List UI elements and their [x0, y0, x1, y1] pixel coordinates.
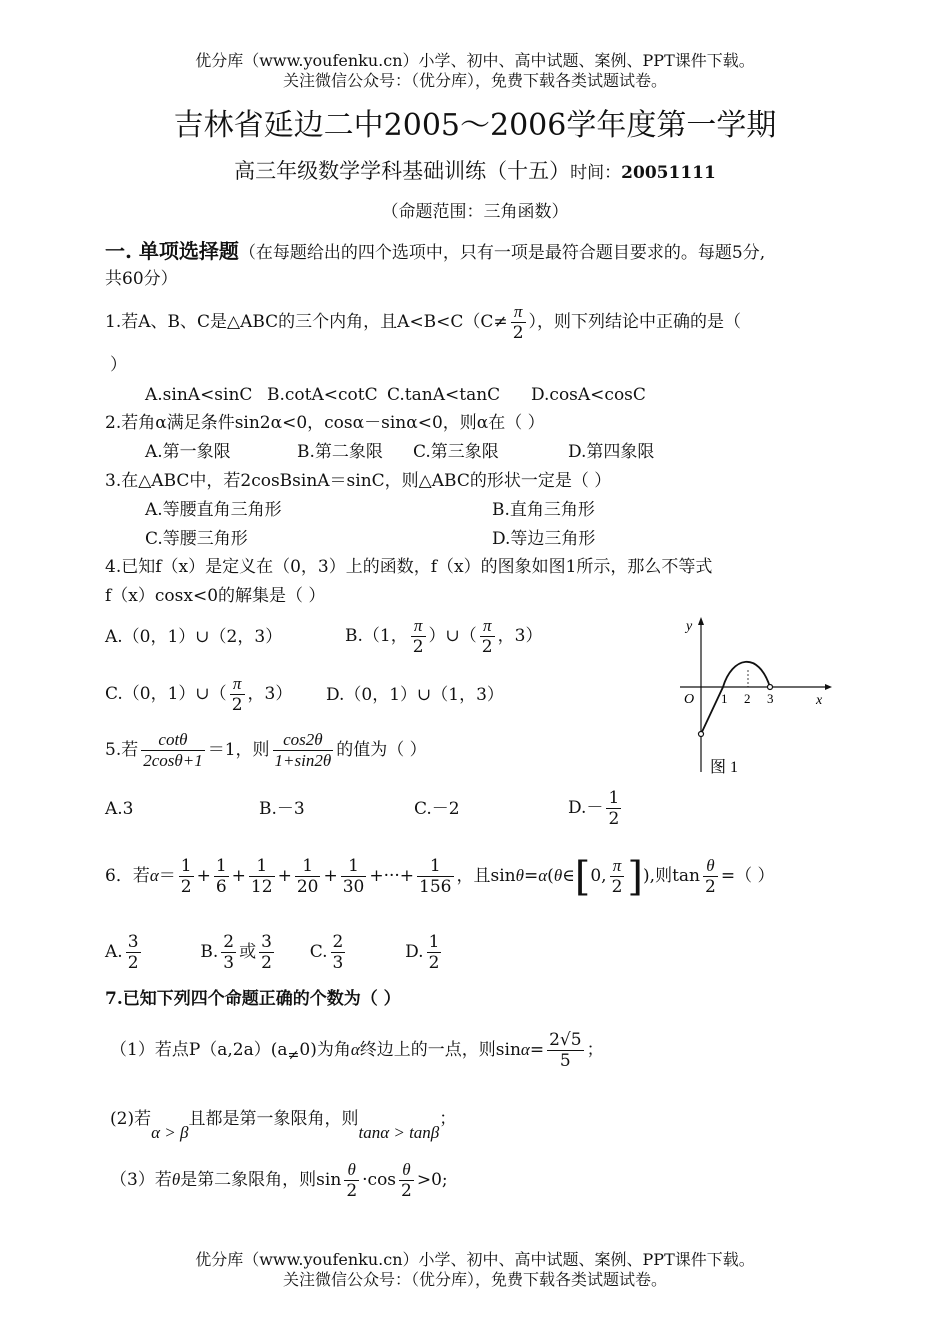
q5-frac2: [273, 730, 334, 771]
q6-paren: (: [547, 866, 554, 886]
q5-frac1-den: 2cosθ+1: [143, 751, 203, 770]
q7-p3-dot: ·cos: [362, 1170, 397, 1190]
q7-p2-res: tanα > tanβ: [358, 1123, 440, 1142]
q6-plus-4: +: [323, 866, 338, 886]
q6-d-num: 1: [428, 932, 440, 952]
q5-stem: [105, 730, 427, 771]
q7-p1-num: 2√5: [549, 1030, 582, 1050]
function-curve: [701, 662, 770, 734]
open-endpoint-right: [768, 685, 773, 690]
q6-b-den2: 2: [261, 953, 272, 973]
q2-option-a: A.第一象限: [145, 442, 231, 462]
q3-option-b: B.直角三角形: [492, 500, 595, 520]
q7-p1-a: （1）若点P（a,2a）(a: [110, 1040, 288, 1060]
q4-stem-1: 4.已知f（x）是定义在（0，3）上的函数，f（x）的图象如图1所示，那么不等式: [105, 557, 713, 577]
q4-c-2: ，3）: [247, 684, 293, 704]
q7-p3-frac1: [344, 1160, 359, 1201]
q1-option-d: D.cosA<cosC: [531, 385, 646, 405]
q1-frac-num: π: [511, 302, 526, 323]
section-note: （在每题给出的四个选项中，只有一项是最符合题目要求的。每题5分,: [238, 243, 766, 263]
q6-plus-1: +: [196, 866, 211, 886]
q4-b-frac1-num: π: [411, 616, 426, 637]
q6-dots: +···+: [369, 866, 415, 886]
q6-interval-den: 2: [611, 877, 623, 897]
q6-interval-frac: [610, 856, 625, 897]
y-axis-label: y: [686, 619, 693, 634]
q4-c-frac: [230, 674, 245, 715]
q6-frac-1-num: 1: [180, 856, 192, 876]
q2-option-c: C.第三象限: [413, 442, 499, 462]
q7-p3-frac2: [399, 1160, 414, 1201]
q6-d-frac: [427, 932, 442, 973]
q6-frac-4-num: 1: [295, 856, 321, 877]
q6-options: [105, 932, 444, 973]
q6-c-num: 2: [332, 932, 344, 952]
q6-a-label: A.: [105, 942, 123, 962]
q4-b-2: ）∪（: [428, 626, 477, 646]
time-label: 时间：: [570, 163, 622, 183]
q7-proposition-2: [110, 1108, 457, 1142]
q6-interval-num: π: [610, 856, 625, 877]
q1-option-c: C.tanA<tanC: [387, 385, 501, 405]
q5-frac2-den: 1+sin2θ: [274, 751, 332, 770]
q4-b-frac2-num: π: [480, 616, 495, 637]
q7-p1-alpha2: α: [520, 1040, 530, 1059]
q7-p1-b: 0)为角: [299, 1040, 351, 1060]
section-heading: [105, 240, 765, 264]
q6-frac-4: [295, 856, 321, 897]
subtitle-text: 高三年级数学学科基础训练（十五）: [234, 159, 571, 183]
q6-plus-3: +: [277, 866, 292, 886]
q5-option-a: A.3: [105, 799, 134, 819]
q6-theta-in: θ∈: [553, 866, 575, 885]
q6-stem: [105, 853, 775, 900]
tick-label-1: 1: [721, 691, 728, 706]
q4-b-1: B.（1，: [345, 626, 408, 646]
x-axis-arrow-icon: [825, 684, 832, 690]
q5-d-num: 1: [608, 788, 620, 808]
q3-stem: 3.在△ABC中，若2cosBsinA＝sinC，则△ABC的形状一定是（ ）: [105, 471, 612, 491]
q4-c-1: C.（0，1）∪（: [105, 684, 227, 704]
q1-frac-den: 2: [512, 323, 524, 343]
q6-frac-4-den: 20: [296, 877, 319, 897]
x-axis-label: x: [816, 693, 823, 708]
q7-p2-end: ；: [439, 1109, 457, 1129]
q4-c-frac-num: π: [230, 674, 245, 695]
q7-p3-a: （3）若: [110, 1170, 172, 1190]
time-value: 20051111: [621, 163, 716, 183]
q4-option-b: [345, 616, 542, 657]
q6-c-label: C.: [309, 942, 328, 962]
q7-p3-end: >0;: [416, 1170, 448, 1190]
q6-frac-2: [214, 856, 229, 897]
q6-frac-last-den: 156: [419, 877, 452, 897]
q1-text-b: ），则下列结论中正确的是（: [528, 312, 742, 332]
q4-b-3: ，3）: [497, 626, 543, 646]
open-endpoint-left: [699, 732, 704, 737]
y-axis-arrow-icon: [698, 617, 704, 625]
q7-p3-theta: θ: [171, 1170, 181, 1189]
q3-option-c: C.等腰三角形: [145, 529, 248, 549]
q6-plus-2: +: [231, 866, 246, 886]
footer-line-2: 关注微信公众号：（优分库），免费下载各类试题试卷。: [282, 1270, 667, 1289]
q4-option-d: D.（0，1）∪（1，3）: [326, 685, 504, 705]
q7-proposition-3: [110, 1160, 448, 1201]
q4-b-frac2: [480, 616, 495, 657]
q7-p1-frac: [547, 1030, 583, 1071]
q6-alpha2: α: [538, 866, 548, 885]
q6-tan: tan: [672, 866, 700, 886]
q7-p2-b: 且都是第一象限角，则: [188, 1109, 359, 1129]
q6-frac-3-num: 1: [249, 856, 275, 877]
q5-d-den: 2: [608, 809, 620, 829]
q6-a-frac: [126, 932, 141, 973]
q5-prefix: 5.若: [105, 740, 139, 760]
q6-b-num2: 3: [261, 932, 272, 952]
q5-mid: ＝1，则: [207, 740, 270, 760]
q6-a-den: 2: [127, 953, 139, 973]
tick-label-3: 3: [767, 691, 774, 706]
q5-frac1-num: cotθ: [141, 730, 204, 751]
q6-theta: θ: [515, 866, 524, 885]
q6-frac-last-num: 1: [417, 856, 453, 877]
q5-frac1: [141, 730, 204, 771]
q5-d-frac: [606, 788, 621, 829]
q6-tan-den: 2: [705, 877, 716, 897]
q6-b-den1: 3: [223, 953, 235, 973]
q1-option-a: A.sinA<sinC: [145, 385, 253, 405]
q1-stem: [105, 302, 741, 343]
q6-frac-5-num: 1: [341, 856, 367, 877]
q6-tan-num: θ: [703, 856, 718, 877]
q5-option-d: [568, 788, 624, 829]
q7-p3-num2: θ: [399, 1160, 414, 1181]
q1-option-b: B.cotA<cotC: [267, 385, 378, 405]
q7-proposition-1: [110, 1030, 604, 1071]
figure-caption: 图 1: [710, 759, 739, 776]
q2-stem: 2.若角α满足条件sin2α<0，cosα－sinα<0，则α在（ ）: [105, 413, 545, 433]
section-title: 一. 单项选择题: [105, 239, 239, 263]
q5-d-prefix: D.－: [568, 798, 604, 818]
topic-scope: （命题范围：三角函数）: [381, 202, 569, 222]
q4-option-a: A.（0，1）∪（2，3）: [105, 627, 283, 647]
q6-frac-1-den: 2: [180, 877, 192, 897]
q6-frac-3-den: 12: [250, 877, 273, 897]
q6-frac-last: [417, 856, 453, 897]
q6-alpha: α: [149, 866, 159, 885]
q5-option-c: C.－2: [414, 799, 460, 819]
q6-eq2: =: [523, 866, 539, 886]
q6-b-num1: 2: [223, 932, 235, 952]
q7-p1-end: ；: [586, 1040, 604, 1060]
q4-option-c: [105, 674, 292, 715]
q7-p3-den1: 2: [346, 1181, 358, 1201]
q4-b-frac1: [411, 616, 426, 657]
header-line-1: 优分库（www.youfenku.cn）小学、初中、高中试题、案例、PPT课件下载。: [195, 51, 755, 70]
q6-b-frac2: [259, 932, 274, 973]
q6-b-frac1: [221, 932, 236, 973]
q6-d-label: D.: [405, 942, 424, 962]
section-note-2: 共60分）: [105, 269, 178, 289]
q7-stem: 7.已知下列四个命题正确的个数为（ ）: [105, 989, 401, 1009]
q4-function-graph: [670, 612, 840, 782]
q6-frac-5: [341, 856, 367, 897]
q6-eq: ＝: [158, 866, 176, 886]
q6-a-num: 3: [127, 932, 139, 952]
q7-p2-cond: α > β: [151, 1123, 189, 1142]
q2-option-d: D.第四象限: [568, 442, 655, 462]
q4-stem-2: f（x）cosx<0的解集是（ ）: [105, 586, 326, 606]
q6-frac-1: [179, 856, 194, 897]
q6-b-label: B.: [200, 942, 219, 962]
q6-mid: ，且sin: [456, 866, 516, 886]
q2-option-b: B.第二象限: [297, 442, 383, 462]
q3-option-d: D.等边三角形: [492, 529, 596, 549]
q6-answer: =（ ）: [720, 866, 775, 886]
q7-p1-den: 5: [559, 1051, 571, 1071]
q7-p2-a: (2)若: [110, 1109, 152, 1129]
q7-p3-den2: 2: [401, 1181, 412, 1201]
q6-d-den: 2: [428, 953, 440, 973]
q7-p3-num1: θ: [344, 1160, 359, 1181]
q6-bracket-right: ]: [627, 853, 644, 900]
q6-frac-2-den: 6: [215, 877, 227, 897]
q6-c-frac: [331, 932, 346, 973]
tick-label-2: 2: [744, 691, 751, 706]
q6-tail: ),则: [643, 866, 673, 886]
header-line-2: 关注微信公众号：（优分库），免费下载各类试题试卷。: [282, 71, 667, 90]
footer-line-1: 优分库（www.youfenku.cn）小学、初中、高中试题、案例、PPT课件下载。: [195, 1250, 755, 1269]
q4-b-frac1-den: 2: [412, 637, 424, 657]
q1-text-a: 1.若A、B、C是△ABC的三个内角，且A<B<C（C≠: [105, 312, 508, 332]
q6-tan-frac: [703, 856, 718, 897]
q6-prefix: 6．若: [105, 866, 150, 886]
q7-p3-b: 是第二象限角，则sin: [180, 1170, 342, 1190]
q1-fraction: [511, 302, 526, 343]
origin-label: O: [684, 692, 695, 707]
q3-option-a: A.等腰直角三角形: [145, 500, 282, 520]
q7-p1-alpha: α: [350, 1040, 360, 1059]
q6-c-den: 3: [332, 953, 344, 973]
q4-c-frac-den: 2: [231, 695, 243, 715]
q7-p1-eq: =: [529, 1040, 545, 1060]
page-subtitle: [0, 158, 950, 186]
q1-close: ）: [110, 355, 127, 375]
q4-b-frac2-den: 2: [481, 637, 493, 657]
q6-interval-left: 0,: [590, 866, 607, 886]
q7-p1-c: 终边上的一点，则sin: [359, 1040, 521, 1060]
q6-frac-3: [249, 856, 275, 897]
q6-bracket-left: [: [574, 853, 591, 900]
page-title: 吉林省延边二中2005～2006学年度第一学期: [173, 108, 777, 143]
q6-b-or: 或: [239, 942, 257, 962]
q5-suffix: 的值为（ ）: [336, 740, 427, 760]
q6-frac-2-num: 1: [215, 856, 227, 876]
q5-frac2-num: cos2θ: [273, 730, 334, 751]
q7-p1-neq: ≠: [287, 1047, 300, 1064]
q6-frac-5-den: 30: [342, 877, 365, 897]
q5-option-b: B.－3: [259, 799, 305, 819]
